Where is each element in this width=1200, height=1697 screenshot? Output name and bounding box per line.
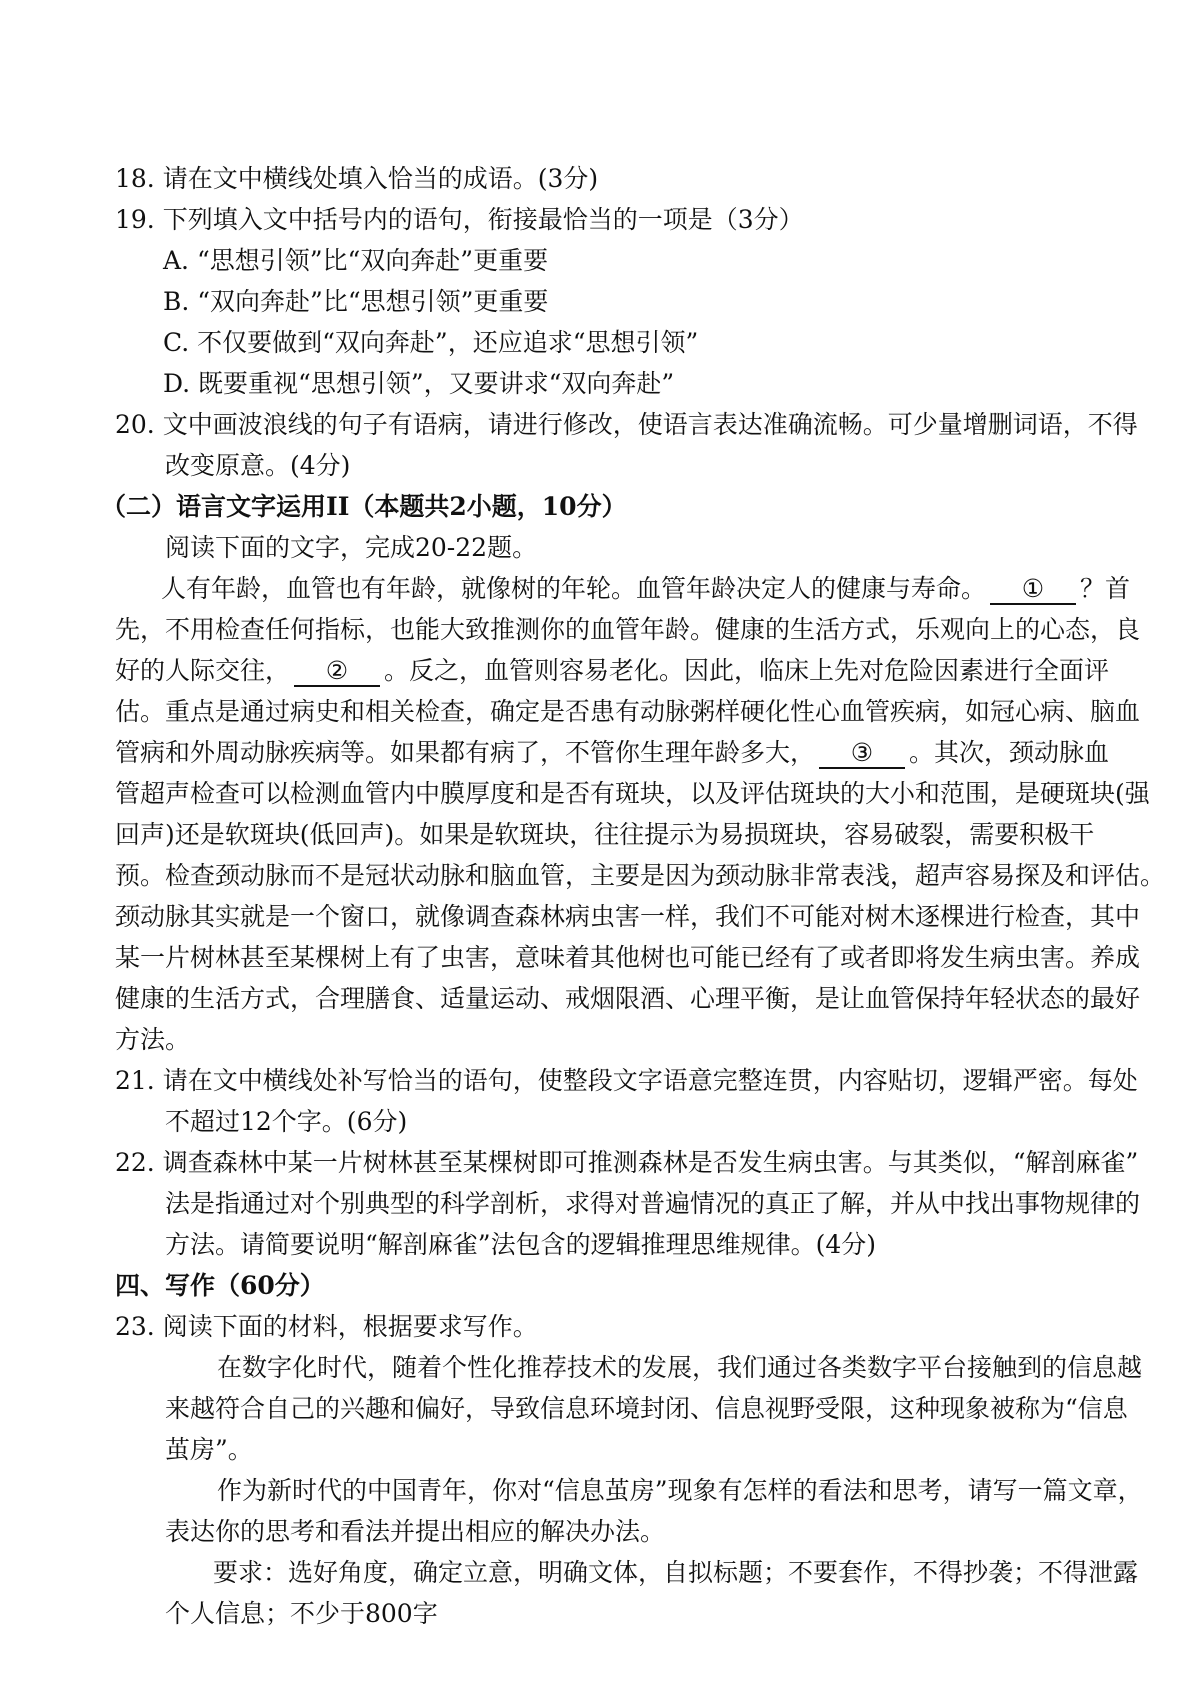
passage-text: ？首 [1080, 574, 1131, 603]
passage-line: 健康的生活方式，合理膳食、适量运动、戒烟限酒、心理平衡，是让血管保持年轻状态的最好 [115, 984, 1141, 1013]
passage-line [115, 568, 1131, 609]
passage-line: 先，不用检查任何指标，也能大致推测你的血管年龄。健康的生活方式，乐观向上的心态，良 [115, 615, 1141, 644]
question-22-line-3: 方法。请简要说明“解剖麻雀”法包含的逻辑推理思维规律。(4分) [165, 1230, 876, 1259]
question-23-stem: 23. 阅读下面的材料，根据要求写作。 [115, 1312, 538, 1341]
question-22-line-2: 法是指通过对个别典型的科学剖析，求得对普遍情况的真正了解，并从中找出事物规律的 [165, 1189, 1141, 1218]
passage-line: 管超声检查可以检测血管内中膜厚度和是否有斑块，以及评估斑块的大小和范围，是硬斑块(强 [115, 779, 1150, 808]
question-21-line-2: 不超过12个字。(6分) [165, 1107, 408, 1136]
material-line: 表达你的思考和看法并提出相应的解决办法。 [165, 1517, 666, 1546]
passage-line [115, 732, 1122, 773]
question-21-line-1: 21. 请在文中横线处补写恰当的语句，使整段文字语意完整连贯，内容贴切，逻辑严密。每处 [115, 1066, 1138, 1095]
passage-text: 人有年龄，血管也有年龄，就像树的年轮。血管年龄决定人的健康与寿命。 [161, 574, 987, 603]
section-2-heading: （二）语言文字运用II（本题共2小题，10分） [101, 492, 627, 521]
passage-line: 估。重点是通过病史和相关检查，确定是否患有动脉粥样硬化性心血管疾病，如冠心病、脑血 [115, 697, 1141, 726]
question-19-option-b: B. “双向奔赴”比“思想引领”更重要 [163, 287, 549, 316]
question-19-stem: 19. 下列填入文中括号内的语句，衔接最恰当的一项是（3分） [115, 205, 804, 234]
question-20-line-1: 20. 文中画波浪线的句子有语病，请进行修改，使语言表达准确流畅。可少量增删词语，不得 [115, 410, 1138, 439]
section-2-intro: 阅读下面的文字，完成20-22题。 [165, 533, 538, 562]
passage-line: 预。检查颈动脉而不是冠状动脉和脑血管，主要是因为颈动脉非常表浅，超声容易探及和评估。 [115, 861, 1166, 890]
passage-line [115, 650, 1122, 691]
passage-text: 好的人际交往， [115, 656, 291, 685]
question-22-line-1: 22. 调查森林中某一片树林甚至某棵树即可推测森林是否发生病虫害。与其类似，“解剖麻雀” [115, 1148, 1139, 1177]
question-18: 18. 请在文中横线处填入恰当的成语。(3分) [115, 164, 599, 193]
writing-material [115, 1347, 1143, 1634]
question-19-option-a: A. “思想引领”比“双向奔赴”更重要 [163, 246, 549, 275]
passage-line: 颈动脉其实就是一个窗口，就像调查森林病虫害一样，我们不可能对树木逐棵进行检查，其中 [115, 902, 1141, 931]
reading-passage [115, 568, 1166, 1060]
passage-text: 管病和外周动脉疾病等。如果都有病了，不管你生理年龄多大， [115, 738, 816, 767]
passage-line: 某一片树林甚至某棵树上有了虫害，意味着其他树也可能已经有了或者即将发生病虫害。养成 [115, 943, 1141, 972]
question-20-line-2: 改变原意。(4分) [165, 451, 351, 480]
passage-text: 。其次，颈动脉血 [909, 738, 1110, 767]
material-line: 来越符合自己的兴趣和偏好，导致信息环境封闭、信息视野受限，这种现象被称为“信息 [165, 1394, 1128, 1423]
blank-2: ② [294, 657, 380, 687]
passage-line: 方法。 [115, 1025, 191, 1054]
section-4-heading: 四、写作（60分） [115, 1271, 325, 1300]
material-line: 茧房”。 [165, 1435, 253, 1464]
question-19-option-c: C. 不仅要做到“双向奔赴”，还应追求“思想引领” [163, 328, 699, 357]
passage-text: 。反之，血管则容易老化。因此，临床上先对危险因素进行全面评 [384, 656, 1110, 685]
passage-line: 回声)还是软斑块(低回声)。如果是软斑块，往往提示为易损斑块，容易破裂，需要积极干 [115, 820, 1095, 849]
blank-3: ③ [819, 739, 905, 769]
material-line: 在数字化时代，随着个性化推荐技术的发展，我们通过各类数字平台接触到的信息越 [217, 1353, 1143, 1382]
requirements-line: 要求：选好角度，确定立意，明确文体，自拟标题；不要套作，不得抄袭；不得泄露 [213, 1558, 1139, 1587]
blank-1: ① [990, 575, 1076, 605]
material-line: 作为新时代的中国青年，你对“信息茧房”现象有怎样的看法和思考，请写一篇文章， [217, 1476, 1143, 1505]
question-19-option-d: D. 既要重视“思想引领”，又要讲求“双向奔赴” [163, 369, 675, 398]
requirements-line: 个人信息；不少于800字 [165, 1599, 438, 1628]
